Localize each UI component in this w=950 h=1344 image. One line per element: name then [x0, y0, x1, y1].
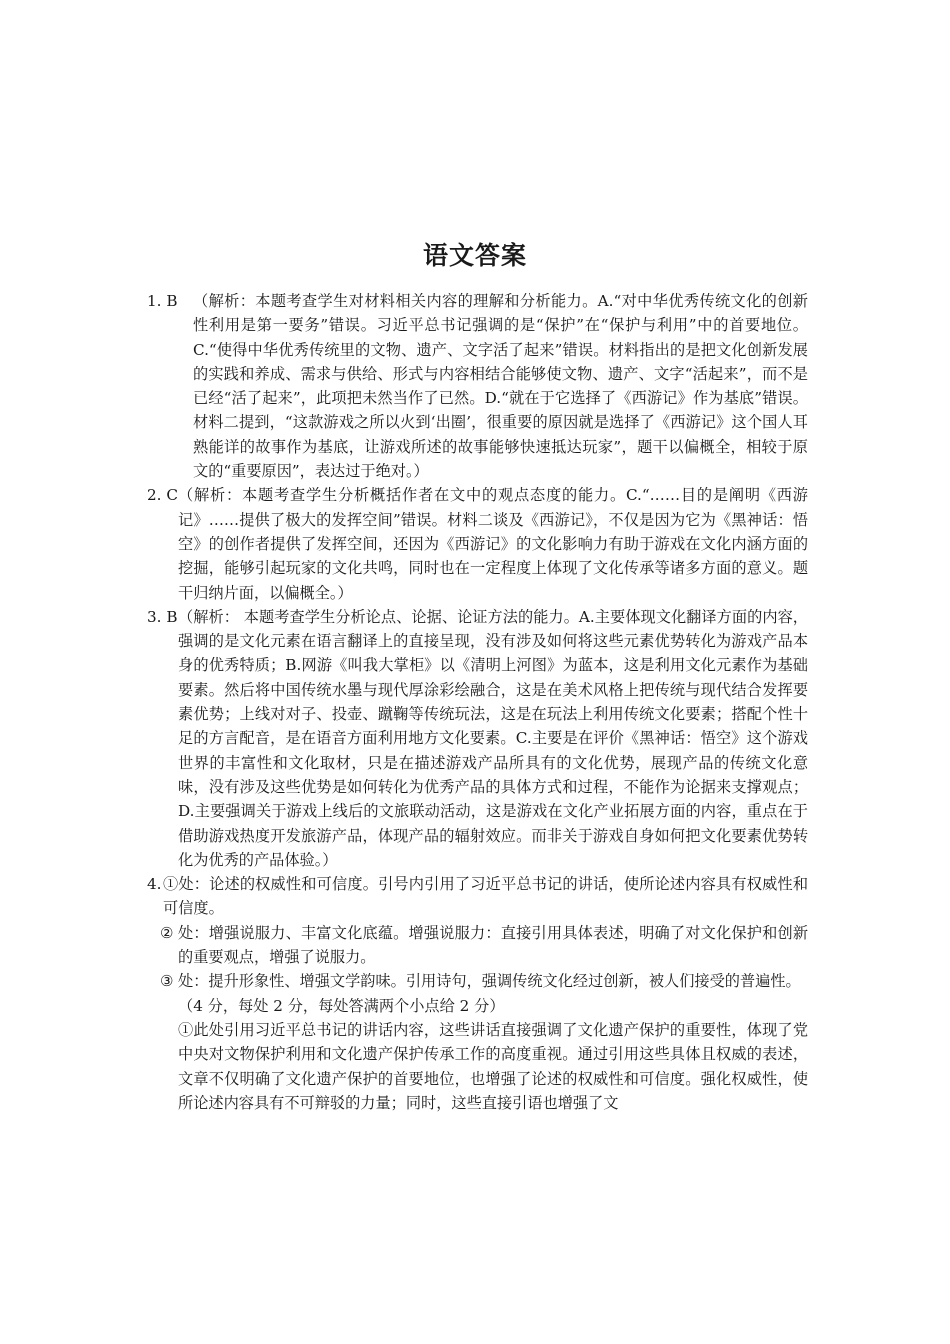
- detailed-explanation: ①此处引用习近平总书记的讲话内容，这些讲话直接强调了文化遗产保护的重要性，体现了党中央对文物保护利用和文化遗产保护传承工作的高度重视。通过引用这些具体且权威的表述，文章不仅明确了文化遗产保护的首要地位，也增强了论述的权威性和可信度。强化权威性，使所论述内容具有不可辩驳的力量；同时，这些直接引语也增强了文: [178, 1020, 808, 1112]
- answer-label: 3. B: [147, 607, 178, 626]
- page-title: 语文答案: [422, 241, 527, 270]
- answer-item-2: [0, 483, 950, 604]
- answer-point-1: [0, 872, 950, 921]
- answer-explanation: （解析：本题考查学生对材料相关内容的理解和分析能力。A.“对中华优秀传统文化的创新性利用是第一要务”错误。习近平总书记强调的是“保护”在“保护与利用”中的首要地位。C.“使得中华优秀传统里的文物、遗产、文字活了起来”错误。材料指出的是把文化创新发展的实践和养成、需求与供给、形式与内容相结合能够使文物、遗产、文字“活起来”，而不是已经“活了起来”，此项把未然当作了已然。D.“就在于它选择了《西游记》作为基底”错误。材料二提到，“这款游戏之所以火到‘出圈’，很重要的原因就是选择了《西游记》这个国人耳熟能详的故事作为基底，让游戏所述的故事能够快速抵达玩家”，题干以偏概全，相较于原文的“重要原因”，表达过于绝对。）: [193, 292, 808, 481]
- point-mark: ②: [160, 923, 174, 942]
- scoring-note: （4 分，每处 2 分，每处答满两个小点给 2 分）: [178, 996, 505, 1015]
- answer-explanation: （解析：本题考查学生分析概括作者在文中的观点态度的能力。C.“……目的是阐明《西游记》……提供了极大的发挥空间”错误。材料二谈及《西游记》，不仅是因为它为《黑神话：悟空》的创作者提供了发挥空间，还因为《西游记》的文化影响力有助于游戏在文化内涵方面的挖掘，能够引起玩家的文化共鸣，同时也在一定程度上体现了文化传承等诸多方面的意义。题干归纳片面，以偏概全。）: [178, 486, 808, 602]
- answer-item-4: [0, 872, 950, 1115]
- answer-point-3: [0, 969, 950, 993]
- point-text: 处：提升形象性、增强文学韵味。引用诗句，强调传统文化经过创新，被人们接受的普遍性。: [178, 972, 801, 991]
- answer-content: [0, 289, 950, 1115]
- answer-label: 1. B: [147, 292, 178, 310]
- answer-item-3: [0, 605, 950, 872]
- answer-label: 2. C: [147, 486, 178, 505]
- point-text: 处：增强说服力、丰富文化底蕴。增强说服力：直接引用具体表述，明确了对文化保护和创新的重要观点，增强了说服力。: [178, 923, 808, 967]
- answer-label: 4.: [147, 875, 162, 894]
- point-mark: ①: [163, 875, 179, 894]
- answer-item-1: [0, 289, 950, 483]
- answer-explanation: （解析： 本题考查学生分析论点、论据、论证方法的能力。A.主要体现文化翻译方面的内容，强调的是文化元素在语言翻译上的直接呈现，没有涉及如何将这些元素优势转化为游戏产品本身的优秀特质；B.网游《叫我大掌柜》以《清明上河图》为蓝本，这是利用文化元素作为基础要素。然后将中国传统水墨与现代厚涂彩绘融合，这是在美术风格上把传统与现代结合发挥要素优势；上线对对子、投壶、蹴鞠等传统玩法，这是在玩法上利用传统文化要素；搭配个性十足的方言配音，是在语音方面利用地方文化要素。C.主要是在评价《黑神话：悟空》这个游戏世界的丰富性和文化取材，只是在描述游戏产品所具有的文化优势，展现产品的传统文化意味，没有涉及这些优势是如何转化为优秀产品的具体方式和过程，不能作为论据来支撑观点；D.主要强调关于游戏上线后的文旅联动活动，这是游戏在文化产业拓展方面的内容，重点在于借助游戏热度开发旅游产品，体现产品的辐射效应。而非关于游戏自身如何把文化要素优势转化为优秀的产品体验。）: [178, 607, 808, 869]
- point-text: 处：论述的权威性和可信度。引号内引用了习近平总书记的讲话，使所论述内容具有权威性和可信度。: [163, 875, 809, 918]
- point-mark: ③: [160, 972, 174, 991]
- answer-point-2: [0, 921, 950, 970]
